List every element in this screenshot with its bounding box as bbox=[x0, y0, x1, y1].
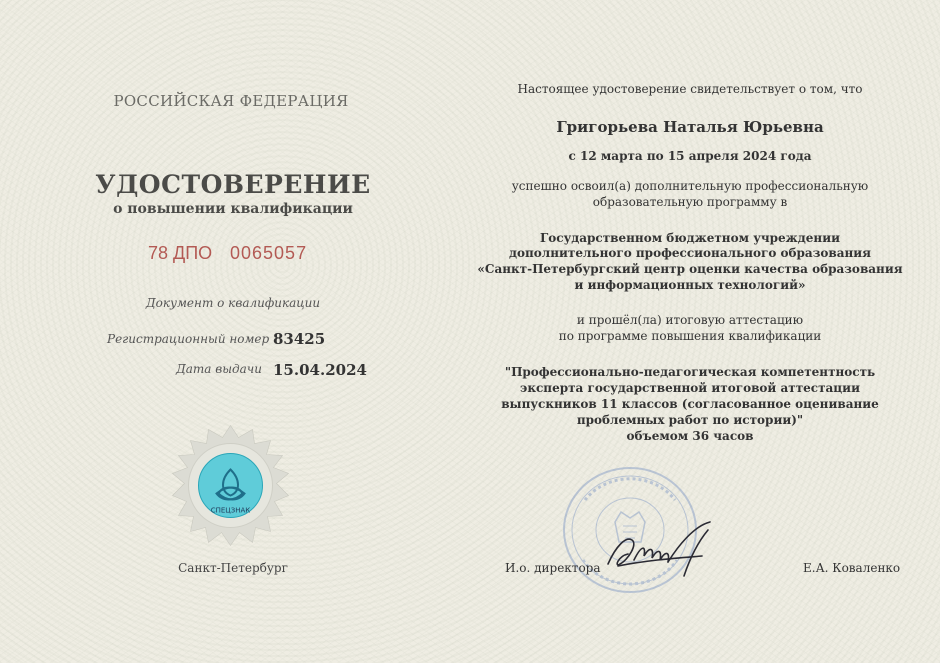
intro-text: Настоящее удостоверение свидетельствует о том, что bbox=[517, 82, 863, 96]
mastered-text: успешно освоил(а) дополнительную профессиональную bbox=[511, 179, 869, 193]
program-title-line: "Профессионально-педагогическая компетентность bbox=[504, 365, 876, 379]
svg-text:СПЕЦЗНАК: СПЕЦЗНАК bbox=[210, 506, 251, 515]
recipient-name: Григорьева Наталья Юрьевна bbox=[556, 118, 824, 136]
registration-number-value: 83425 bbox=[273, 330, 326, 348]
director-signature-icon bbox=[598, 516, 728, 586]
country-name: РОССИЙСКАЯ ФЕДЕРАЦИЯ bbox=[113, 92, 349, 110]
signer-name: Е.А. Коваленко bbox=[803, 561, 901, 575]
issue-date-label: Дата выдачи bbox=[176, 362, 262, 376]
hologram-seal-icon bbox=[168, 423, 293, 548]
document-type-label: Документ о квалификации bbox=[145, 296, 321, 310]
program-hours: объемом 36 часов bbox=[626, 429, 754, 443]
issue-city: Санкт-Петербург bbox=[178, 561, 288, 575]
program-intro-text: образовательную программу в bbox=[592, 195, 788, 209]
institution-line: Государственном бюджетном учреждении bbox=[539, 231, 841, 245]
program-title-line: эксперта государственной итоговой аттестации bbox=[520, 381, 860, 395]
document-title: УДОСТОВЕРЕНИЕ bbox=[95, 170, 371, 199]
attestation-line: и прошёл(ла) итоговую аттестацию bbox=[576, 313, 804, 327]
signer-position: И.о. директора bbox=[505, 561, 601, 575]
document-number: 0065057 bbox=[230, 243, 308, 263]
issue-date-value: 15.04.2024 bbox=[273, 361, 367, 379]
program-title-line: выпускников 11 классов (согласованное оценивание bbox=[501, 397, 879, 411]
document-subtitle: о повышении квалификации bbox=[113, 201, 353, 217]
institution-line: дополнительного профессионального образования bbox=[508, 246, 872, 260]
institution-line: и информационных технологий» bbox=[574, 278, 806, 292]
document-series: 78 ДПО bbox=[148, 243, 213, 263]
registration-number-label: Регистрационный номер bbox=[107, 332, 270, 346]
program-title-line: проблемных работ по истории)" bbox=[576, 413, 804, 427]
training-period: с 12 марта по 15 апреля 2024 года bbox=[568, 149, 812, 163]
attestation-line: по программе повышения квалификации bbox=[558, 329, 822, 343]
institution-line: «Санкт-Петербургский центр оценки качества образования bbox=[477, 262, 903, 276]
